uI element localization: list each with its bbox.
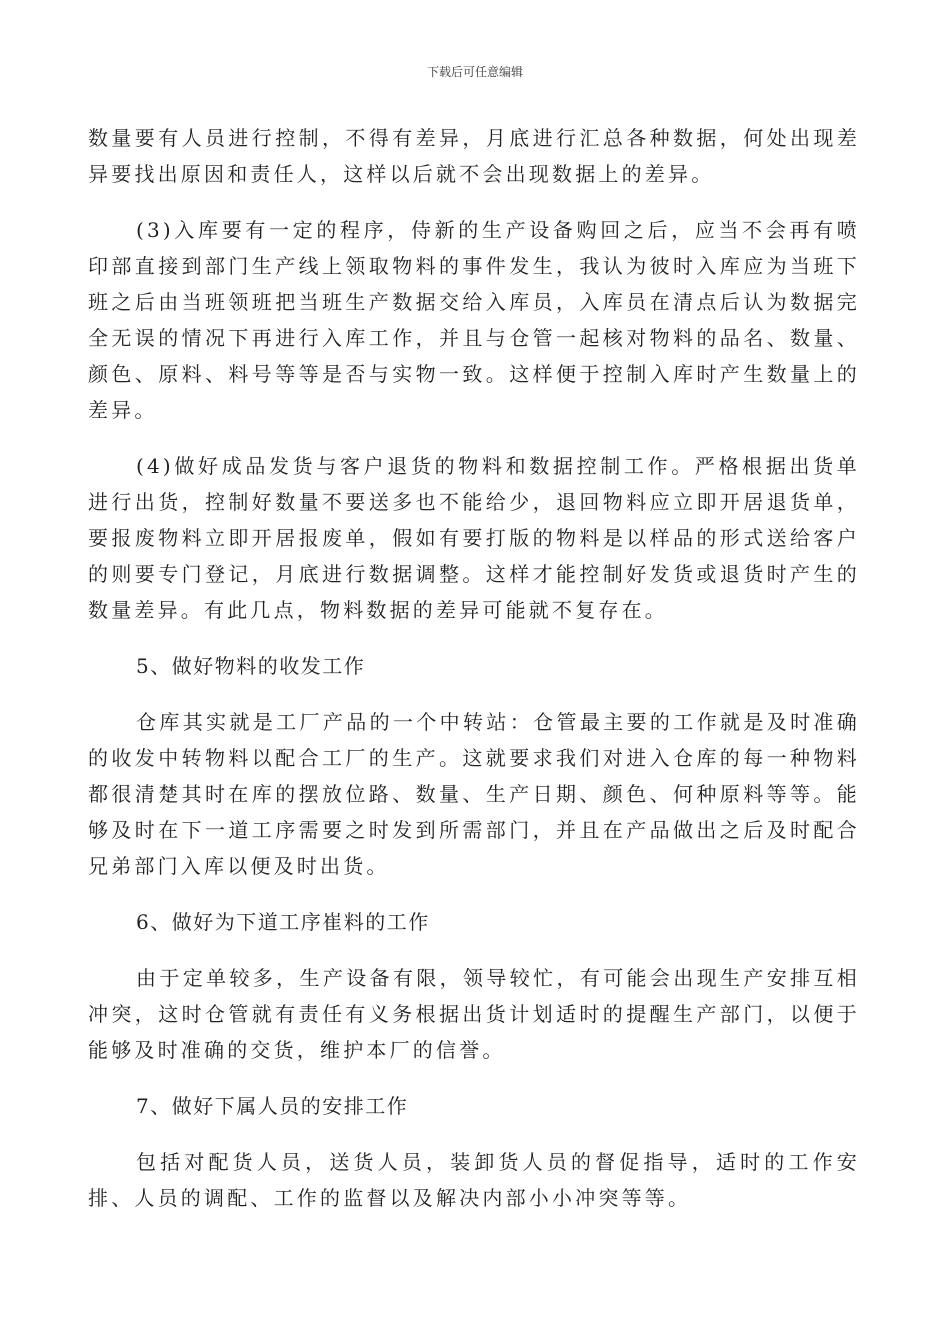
section-heading-5: 5、做好物料的收发工作: [136, 654, 366, 678]
document-body: [88, 120, 860, 1236]
paragraph-section-7: 包括对配货人员，送货人员，装卸货人员的督促指导，适时的工作安排、人员的调配、工作的监督以及解决内部小小冲突等等。: [88, 1150, 860, 1210]
page-header: 下载后可任意编辑: [426, 65, 523, 79]
section-heading-7: 7、做好下属人员的安排工作: [136, 1094, 409, 1118]
paragraph-section-5: 仓库其实就是工厂产品的一个中转站：仓管最主要的工作就是及时准确的收发中转物料以配合工厂的生产。这就要求我们对进入仓库的每一种物料都很清楚其时在库的摆放位路、数量、生产日期、颜色、何种原料等等。能够及时在下一道工序需要之时发到所需部门，并且在产品做出之后及时配合兄弟部门入库以便及时出货。: [88, 710, 860, 878]
paragraph-item-4: (4)做好成品发货与客户退货的物料和数据控制工作。严格根据出货单进行出货，控制好数量不要送多也不能给少，退回物料应立即开居退货单，要报废物料立即开居报废单，假如有要打版的物料是以样品的形式送给客户的则要专门登记，月底进行数据调整。这样才能控制好发货或退货时产生的数量差异。有此几点，物料数据的差异可能就不复存在。: [88, 454, 860, 622]
paragraph-continuation: 数量要有人员进行控制，不得有差异，月底进行汇总各种数据，何处出现差异要找出原因和责任人，这样以后就不会出现数据上的差异。: [88, 126, 860, 186]
paragraph-item-3: (3)入库要有一定的程序，侍新的生产设备购回之后，应当不会再有喷印部直接到部门生产线上领取物料的事件发生，我认为彼时入库应为当班下班之后由当班领班把当班生产数据交给入库员，入库员在清点后认为数据完全无误的情况下再进行入库工作，并且与仓管一起核对物料的品名、数量、颜色、原料、料号等等是否与实物一致。这样便于控制入库时产生数量上的差异。: [88, 218, 860, 422]
section-heading-6: 6、做好为下道工序崔料的工作: [136, 910, 430, 934]
paragraph-section-6: 由于定单较多，生产设备有限，领导较忙，有可能会出现生产安排互相冲突，这时仓管就有责任有义务根据出货计划适时的提醒生产部门，以便于能够及时准确的交货，维护本厂的信誉。: [88, 966, 860, 1062]
